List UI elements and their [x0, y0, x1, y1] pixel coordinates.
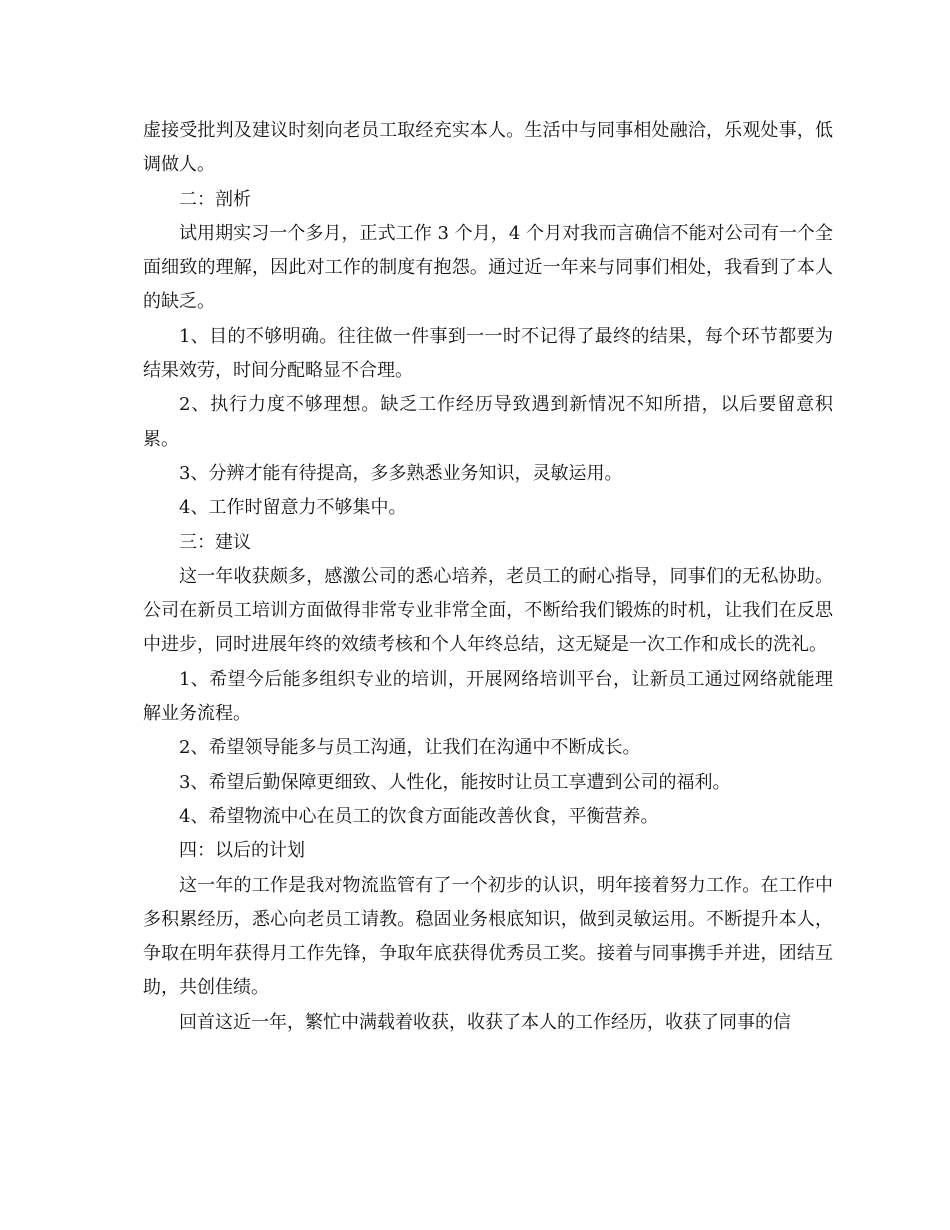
paragraph: 试用期实习一个多月，正式工作 3 个月，4 个月对我而言确信不能对公司有一个全面细致的理解，因此对工作的制度有抱怨。通过近一年来与同事们相处，我看到了本人的缺乏。 — [143, 222, 833, 313]
list-item: 3、希望后勤保障更细致、人性化，能按时让员工享遭到公司的福利。 — [179, 771, 731, 793]
paragraph: 回首这近一年，繁忙中满载着收获，收获了本人的工作经历，收获了同事的信 — [179, 1011, 791, 1033]
section-heading: 四：以后的计划 — [179, 840, 305, 862]
list-item: 3、分辨才能有待提高，多多熟悉业务知识，灵敏运用。 — [179, 462, 623, 484]
list-item: 4、希望物流中心在员工的饮食方面能改善伙食，平衡营养。 — [179, 805, 659, 827]
paragraph: 虚接受批判及建议时刻向老员工取经充实本人。生活中与同事相处融洽，乐观处事，低调做人。 — [143, 120, 833, 176]
paragraph: 这一年的工作是我对物流监管有了一个初步的认识，明年接着努力工作。在工作中多积累经历，悉心向老员工请教。稳固业务根底知识，做到灵敏运用。不断提升本人，争取在明年获得月工作先锋，争取年底获得优秀员工奖。接着与同事携手并进，团结互助，共创佳绩。 — [143, 874, 833, 999]
paragraph: 这一年收获颇多，感激公司的悉心培养，老员工的耐心指导，同事们的无私协助。公司在新员工培训方面做得非常专业非常全面，不断给我们锻炼的时机，让我们在反思中进步，同时进展年终的效绩考核和个人年终总结，这无疑是一次工作和成长的洗礼。 — [143, 565, 833, 656]
section-heading: 三：建议 — [179, 531, 251, 553]
list-item: 2、执行力度不够理想。缺乏工作经历导致遇到新情况不知所措，以后要留意积累。 — [143, 394, 833, 450]
list-item: 2、希望领导能多与员工沟通，让我们在沟通中不断成长。 — [179, 737, 641, 759]
list-item: 4、工作时留意力不够集中。 — [179, 497, 407, 519]
document-body — [143, 114, 833, 1040]
list-item: 1、目的不够明确。往往做一件事到一一时不记得了最终的结果，每个环节都要为结果效劳，时间分配略显不合理。 — [143, 325, 833, 382]
list-item: 1、希望今后能多组织专业的培训，开展网络培训平台，让新员工通过网络就能理解业务流程。 — [143, 668, 833, 725]
section-heading: 二：剖析 — [179, 188, 251, 210]
